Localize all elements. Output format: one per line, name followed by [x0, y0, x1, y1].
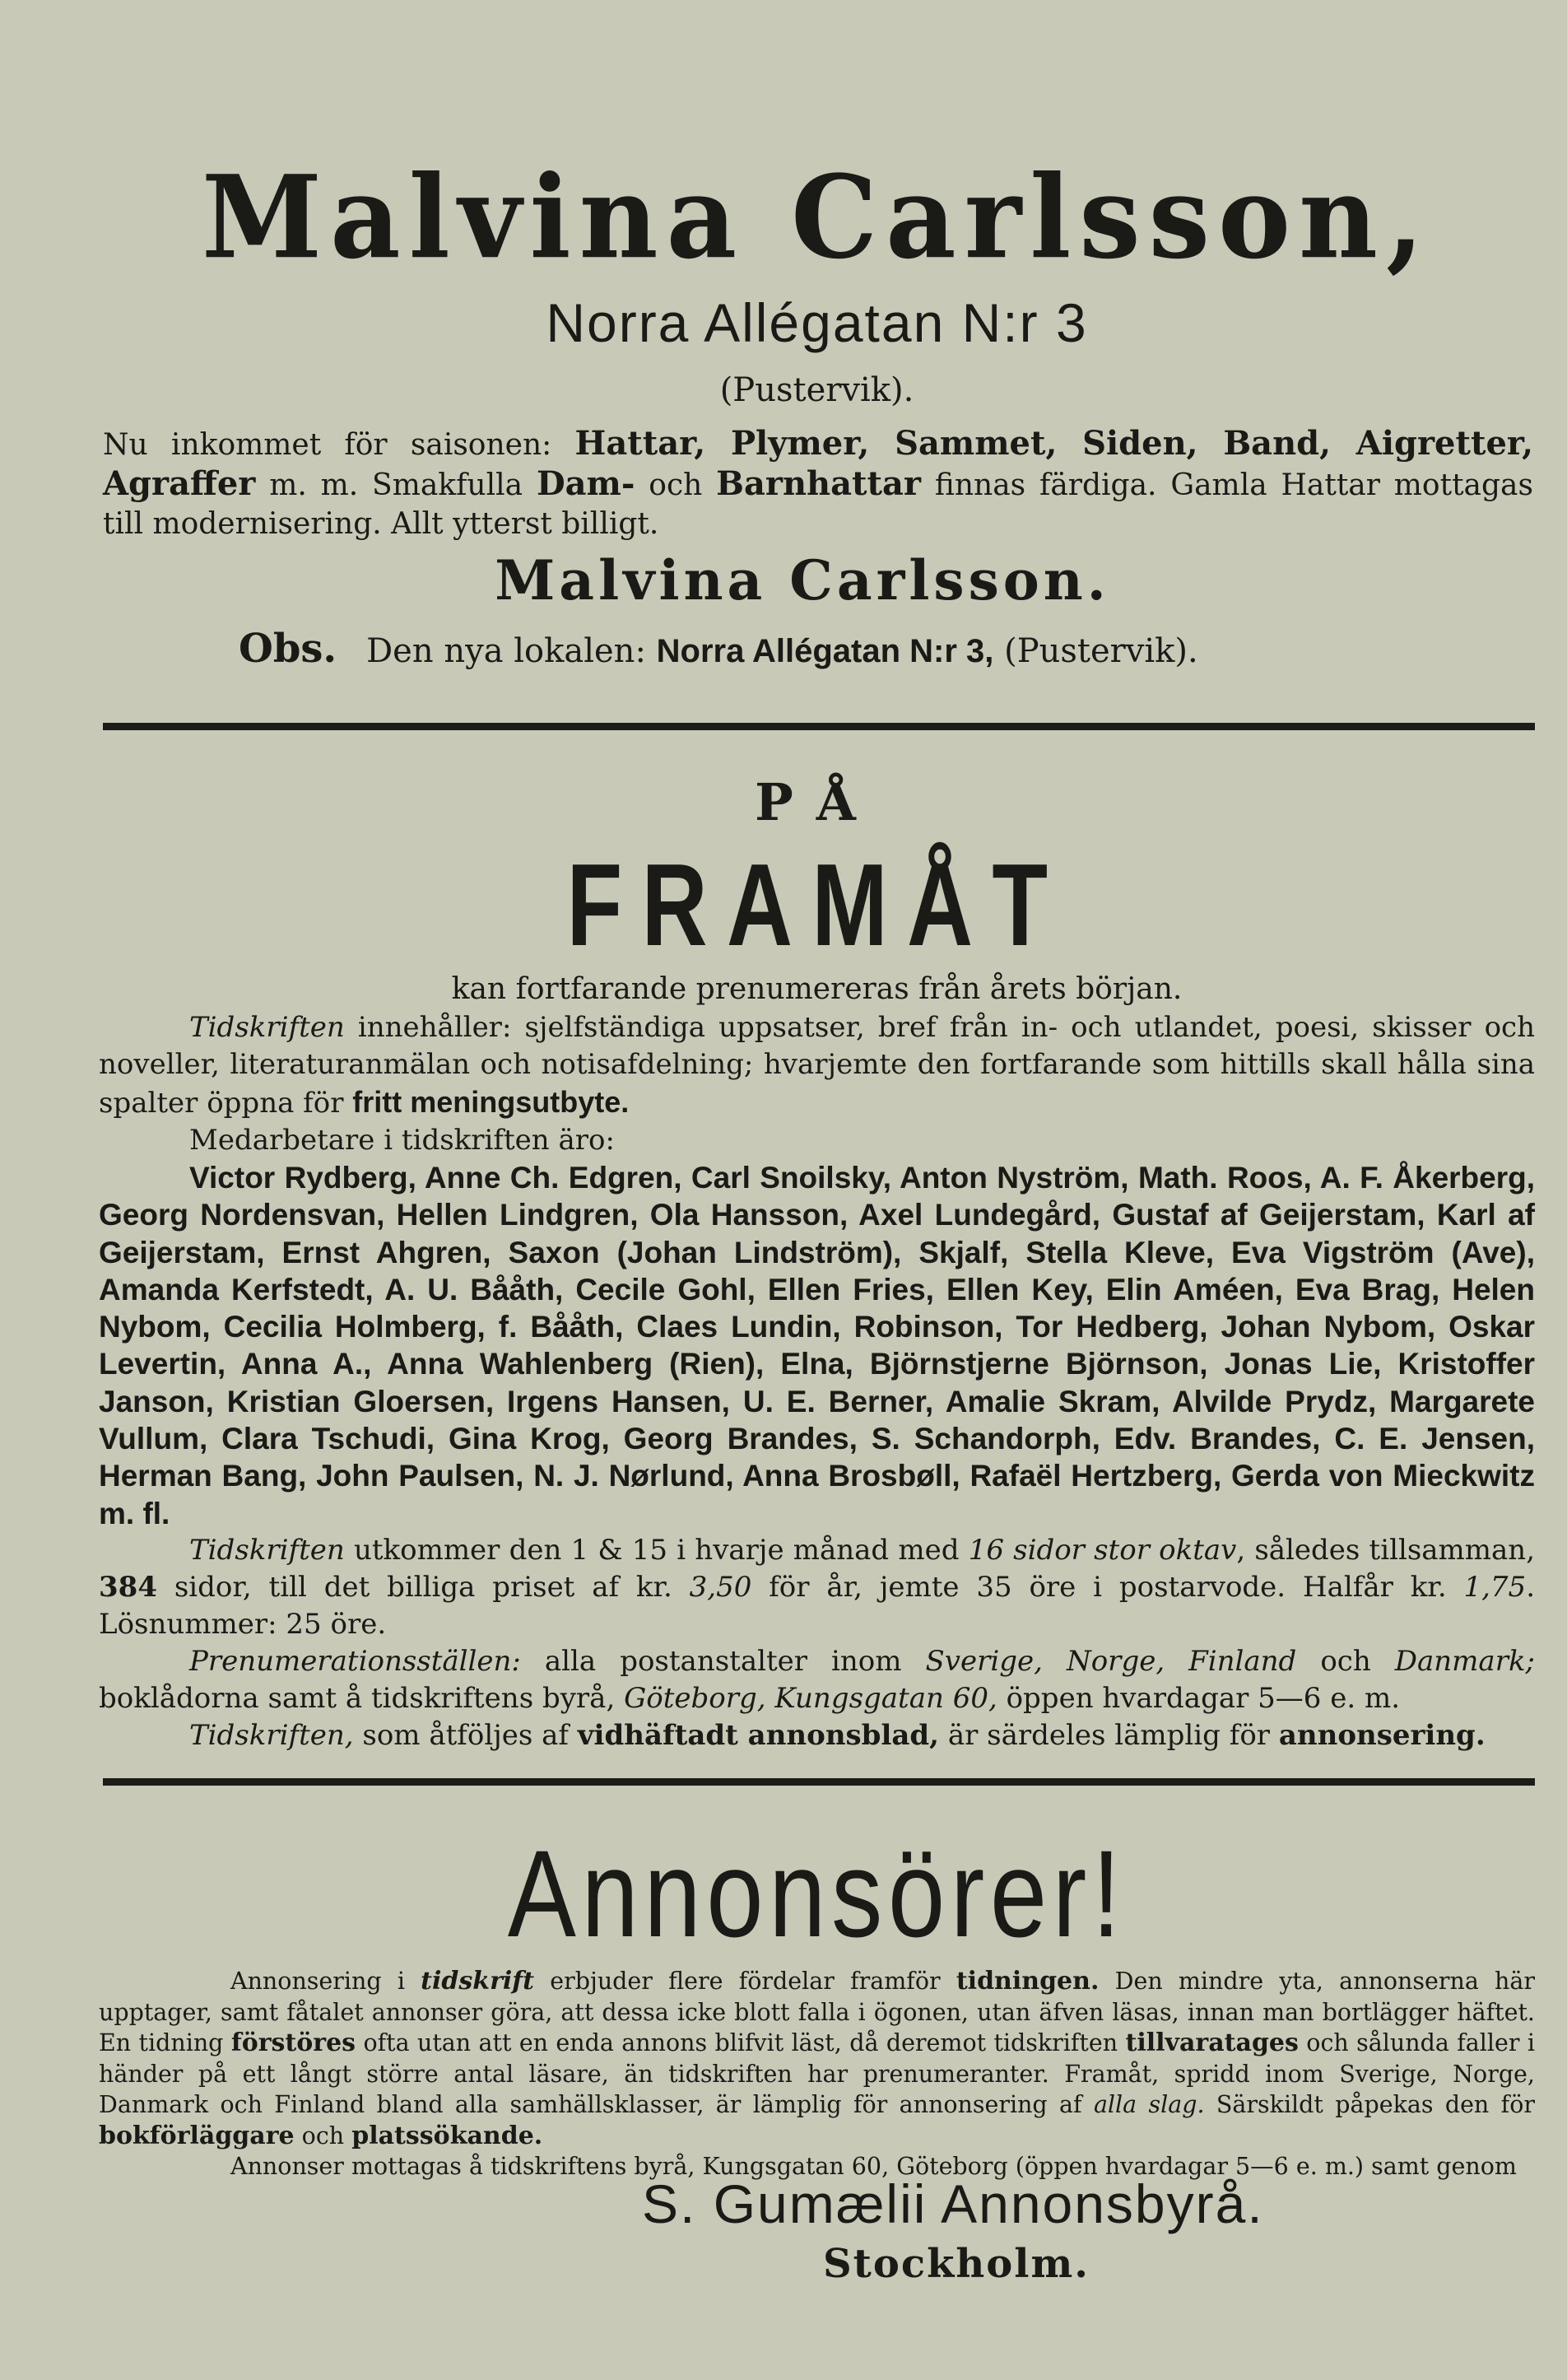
ad2-para-schedule — [99, 1532, 1535, 1643]
ad3-text: erbjuder flere fördelar framför — [534, 1968, 956, 1995]
tidskriften-word: Tidskriften — [189, 1533, 345, 1567]
ad1-address: Norra Allégatan N:r 3 — [546, 292, 1088, 353]
ad1-text: och — [635, 468, 717, 502]
ad3-bold: förstöres — [230, 2028, 356, 2057]
ad2-para-content — [99, 1009, 1535, 1122]
ad2-text: och — [1296, 1644, 1395, 1678]
ad2-text: utkommer den 1 & 15 i hvarje månad med — [344, 1533, 969, 1567]
ad3-title: Annonsörer! — [507, 1824, 1127, 1963]
ad3-text: Särskildt påpekas den för — [1204, 2091, 1535, 2118]
ad2-italic: Sverige, Norge, Finland — [925, 1644, 1297, 1678]
ad3-text: ofta utan att en enda annons blifvit läst, då deremot tidskriften — [356, 2029, 1126, 2056]
ad2-text: som åtföljes af — [353, 1718, 578, 1752]
ad3-text: och — [294, 2122, 352, 2149]
ad2-bold: vidhäftadt annonsblad, — [577, 1718, 940, 1752]
ad2-pa: PÅ — [755, 772, 879, 832]
ad2-bold: 384 — [99, 1570, 157, 1604]
divider-rule — [103, 723, 1535, 730]
ad3-bold-italic: tidskrift — [421, 1967, 535, 1996]
ad2-text: öppen hvardagar 5—6 e. m. — [997, 1681, 1401, 1715]
ad2-text: är särdeles lämplig för — [939, 1718, 1279, 1752]
ad3-text: Annonsering i — [230, 1968, 421, 1995]
ad2-italic: Göteborg, Kungsgatan 60, — [624, 1681, 997, 1715]
ad1-text: Nu inkommet för saisonen: — [103, 428, 575, 462]
ad3-para-address: Annonser mottagas å tidskriftens byrå, Kungsgatan 60, Göteborg (öppen hvardagar 5—6 e. m.) samt genom — [230, 2153, 1517, 2180]
ad2-para-advert — [99, 1717, 1535, 1754]
ad2-text: . Lösnummer: 25 öre. — [99, 1570, 1535, 1641]
ad3-agency-city: Stockholm. — [823, 2241, 1090, 2287]
ad1-barnhattar: Barnhattar — [716, 464, 921, 503]
ad1-place: (Pustervik). — [719, 371, 914, 409]
ad1-signature: Malvina Carlsson. — [495, 548, 1110, 612]
obs-text: Den nya lokalen: — [366, 632, 657, 670]
ad3-bold: tidningen. — [956, 1967, 1100, 1996]
obs-end: (Pustervik). — [993, 632, 1198, 670]
ad2-subtitle: kan fortfarande prenumereras från årets början. — [451, 972, 1183, 1006]
divider-rule — [103, 1778, 1535, 1786]
ad2-italic: Prenumerationsställen: — [189, 1644, 521, 1678]
obs-address: Norra Allégatan N:r 3, — [656, 633, 994, 669]
ad3-body — [99, 1966, 1535, 2182]
ad3-bold: tillvaratages — [1125, 2028, 1299, 2057]
ad2-text: innehåller: sjelfständiga uppsatser, bref från in- och utlandet, poesi, skisser och noveller, literaturanmälan och notisafdelning; hvarjemte den fortfarande som hittills skall hålla sina spalter öppna för — [99, 1011, 1535, 1120]
ad2-text: boklådorna samt å tidskriftens byrå, — [99, 1681, 625, 1715]
ad2-italic: 3,50 — [689, 1570, 752, 1604]
ad3-agency-name: S. Gumælii Annonsbyrå. — [642, 2173, 1264, 2234]
obs-label: Obs. — [239, 626, 337, 672]
ad1-obs-line — [239, 626, 1523, 674]
ad1-text: m. m. Smakfulla — [255, 468, 537, 502]
tidskriften-word: Tidskriften, — [189, 1718, 354, 1752]
ad2-text: alla postanstalter inom — [520, 1644, 926, 1678]
ad2-italic: 1,75 — [1463, 1570, 1527, 1604]
ad1-title: Malvina Carlsson, — [202, 151, 1432, 285]
ad2-italic: Danmark; — [1394, 1644, 1535, 1678]
ad1-body — [103, 424, 1533, 543]
ad2-para-subscription — [99, 1643, 1535, 1717]
ad2-text: för år, jemte 35 öre i postarvode. Halfår kr. — [751, 1570, 1464, 1604]
ad3-bold: bokförläggare — [99, 2121, 295, 2150]
contributors-intro: Medarbetare i tidskriften äro: — [189, 1124, 615, 1157]
ad2-italic: 16 sidor stor oktav — [968, 1533, 1237, 1567]
ad2-body — [99, 1009, 1535, 1754]
ad3-para-main — [99, 1966, 1535, 2151]
ad3-text: Den mindre yta, annonserna här upptager, samt fåtalet annonser göra, att dessa icke blott falla i ögonen, utan äfven läsas, innan man bortlägger häftet. En tidning — [99, 1968, 1535, 2056]
ad3-text: och sålunda faller i händer på ett långt större antal läsare, än tidskriften har prenumeranter. Framåt, spridd inom Sverige, Norge, Danmark och Finland bland alla samhällsklasser, är lämplig för annonsering af — [99, 2029, 1535, 2118]
ad2-title: FRAMÅT — [566, 840, 1067, 971]
ad2-bold: annonsering. — [1278, 1718, 1486, 1752]
ad1-text: finnas färdiga. Gamla Hattar mottagas till modernisering. Allt ytterst billigt. — [103, 468, 1533, 541]
contributors-list: Victor Rydberg, Anne Ch. Edgren, Carl Snoilsky, Anton Nyström, Math. Roos, A. F. Åkerberg, Georg Nordensvan, Hellen Lindgren, Ola Hansson, Axel Lundegård, Gustaf af Geijerstam, Karl af Geijerstam, Ernst Ahgren, Saxon (Johan Lindström), Skjalf, Stella Kleve, Eva Vigström (Ave), Amanda Kerfstedt, A. U. Bååth, Cecile Gohl, Ellen Fries, Ellen Key, Elin Améen, Eva Brag, Helen Nybom, Cecilia Holmberg, f. Bååth, Claes Lundin, Robinson, Tor Hedberg, Johan Nybom, Oskar Levertin, Anna A., Anna Wahlenberg (Rien), Elna, Björnstjerne Björnson, Jonas Lie, Kristoffer Janson, Kristian Gloersen, Irgens Hansen, U. E. Berner, Amalie Skram, Alvilde Prydz, Margarete Vullum, Clara Tschudi, Gina Krog, Georg Brandes, S. Schandorph, Edv. Brandes, C. E. Jensen, Herman Bang, John Paulsen, N. J. Nørlund, Anna Brosbøll, Rafaël Hertzberg, Gerda von Mieckwitz m. fl. — [99, 1161, 1535, 1530]
ad3-bold: platssökande. — [351, 2121, 543, 2150]
ad1-dam: Dam- — [536, 464, 635, 503]
ad2-text: , således tillsamman, — [1236, 1533, 1536, 1567]
ad1-goods: Hattar, Plymer, Sammet, Siden, Band, Aigretter, Agraffer — [103, 424, 1533, 503]
tidskriften-word: Tidskriften — [189, 1011, 345, 1044]
ad2-bold: fritt meningsutbyte. — [352, 1085, 630, 1119]
ad2-text: sidor, till det billiga priset af kr. — [156, 1570, 690, 1604]
ad3-italic: alla slag. — [1093, 2091, 1205, 2118]
